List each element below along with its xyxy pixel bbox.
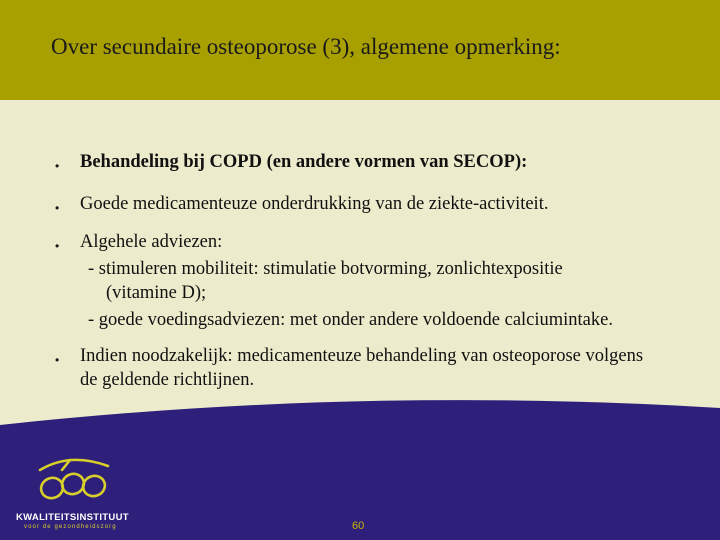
bullet-marker: • bbox=[55, 353, 60, 367]
logo-subtitle: voor de gezondheidszorg bbox=[24, 524, 117, 530]
sub-bullet-mobility-cont: (vitamine D); bbox=[106, 283, 207, 303]
bullet-advice: Algehele adviezen: bbox=[80, 232, 223, 252]
bullet-marker: • bbox=[55, 201, 60, 215]
bullet-treatment: Indien noodzakelijk: medicamenteuze behandeling van osteoporose volgens bbox=[80, 346, 644, 366]
bullet-copd: Behandeling bij COPD (en andere vormen van SECOP): bbox=[80, 152, 528, 172]
logo-name: KWALITEITSINSTITUUT bbox=[16, 512, 129, 523]
slide-title: Over secundaire osteoporose (3), algemene opmerking: bbox=[51, 34, 561, 59]
bullet-marker: • bbox=[55, 239, 60, 253]
sub-bullet-mobility: - stimuleren mobiliteit: stimulatie botvorming, zonlichtexpositie bbox=[88, 259, 563, 279]
sub-bullet-nutrition: - goede voedingsadviezen: met onder andere voldoende calciumintake. bbox=[88, 310, 613, 330]
bullet-treatment-cont: de geldende richtlijnen. bbox=[80, 370, 255, 390]
bullet-marker: • bbox=[55, 159, 60, 173]
page-number: 60 bbox=[352, 520, 365, 532]
bullet-medication: Goede medicamenteuze onderdrukking van de ziekte-activiteit. bbox=[80, 194, 549, 214]
